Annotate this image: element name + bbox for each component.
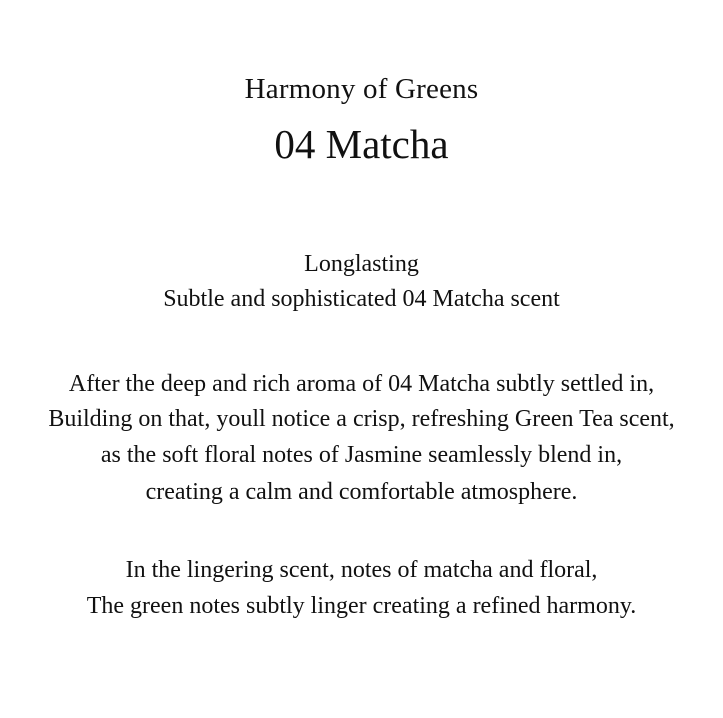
- description-line: as the soft floral notes of Jasmine seamlessly blend in,: [100, 442, 623, 468]
- product-title: 04 Matcha: [274, 121, 449, 167]
- tagline-longlasting: Longlasting: [304, 251, 419, 277]
- description-line: After the deep and rich aroma of 04 Matcha subtly settled in,: [68, 371, 655, 397]
- lingering-line: The green notes subtly linger creating a refined harmony.: [86, 593, 637, 619]
- lingering-line: In the lingering scent, notes of matcha and floral,: [125, 557, 598, 583]
- description-line: Building on that, youll notice a crisp, refreshing Green Tea scent,: [48, 406, 675, 432]
- tagline-scent: Subtle and sophisticated 04 Matcha scent: [163, 286, 560, 312]
- description-line: creating a calm and comfortable atmosphere.: [145, 479, 578, 505]
- collection-title: Harmony of Greens: [244, 73, 479, 105]
